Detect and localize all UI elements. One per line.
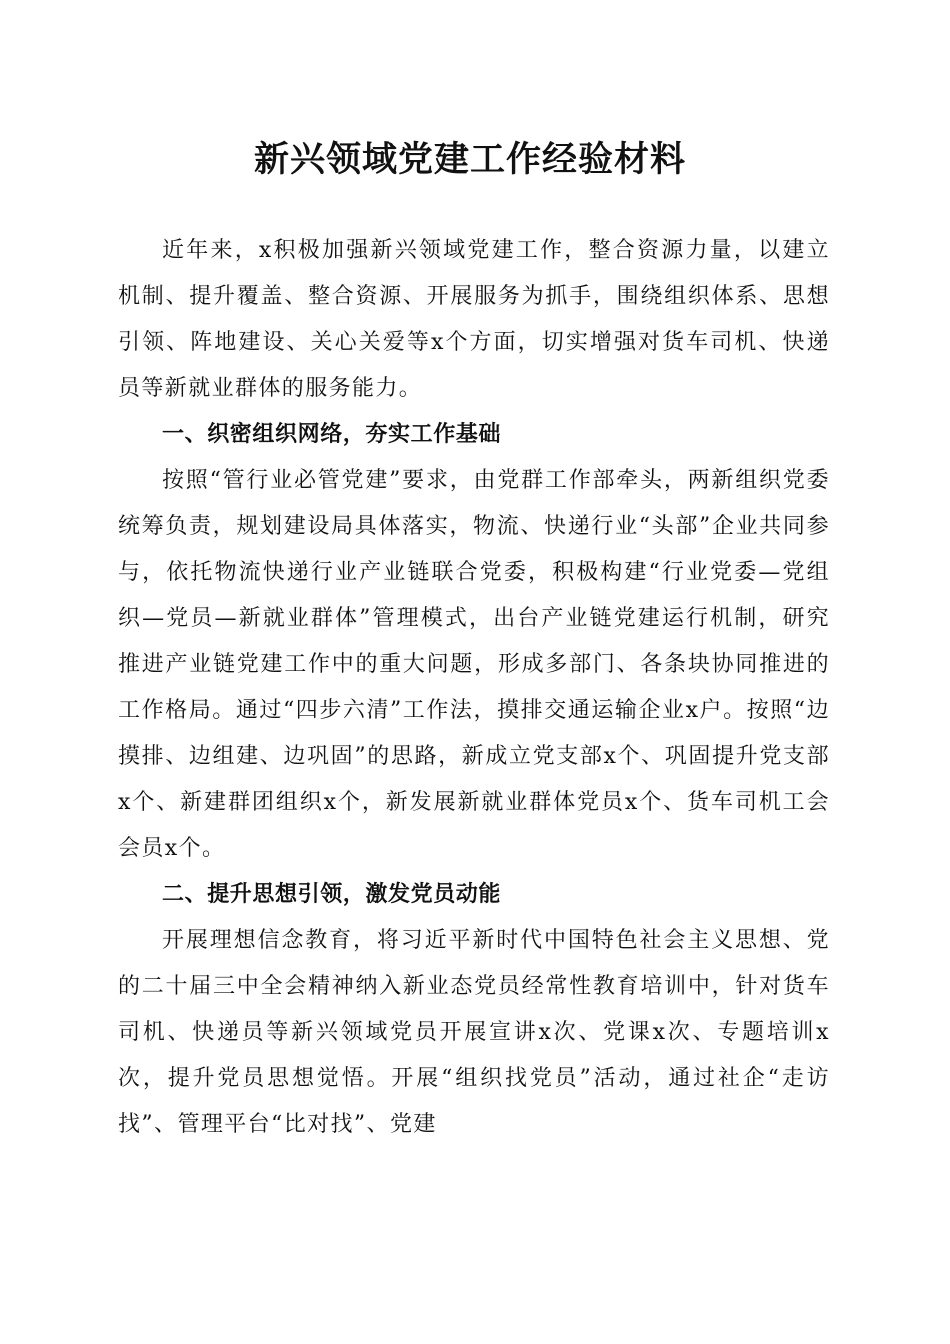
section-1-paragraph: 按照“管行业必管党建”要求，由党群工作部牵头，两新组织党委统筹负责，规划建设局具体落实，物流、快递行业“头部”企业共同参与，依托物流快递行业产业链联合党委，积极构建“行业党委—党组织—党员—新就业群体”管理模式，出台产业链党建运行机制，研究推进产业链党建工作中的重大问题，形成多部门、各条块协同推进的工作格局。通过“四步六清”工作法，摸排交通运输企业x户。按照“边摸排、边组建、边巩固”的思路，新成立党支部x个、巩固提升党支部x个、新建群团组织x个，新发展新就业群体党员x个、货车司机工会会员x个。 — [118, 468, 830, 861]
section-2-heading: 二、提升思想引领，激发党员动能 — [162, 882, 502, 907]
document-title: 新兴领域党建工作经验材料 — [253, 139, 686, 180]
document-body — [118, 228, 830, 1148]
section-2-paragraph: 开展理想信念教育，将习近平新时代中国特色社会主义思想、党的二十届三中全会精神纳入新业态党员经常性教育培训中，针对货车司机、快递员等新兴领域党员开展宣讲x次、党课x次、专题培训x次，提升党员思想觉悟。开展“组织找党员”活动，通过社企“走访找”、管理平台“比对找”、党建 — [118, 928, 830, 1137]
intro-paragraph: 近年来，x积极加强新兴领域党建工作，整合资源力量，以建立机制、提升覆盖、整合资源、开展服务为抓手，围绕组织体系、思想引领、阵地建设、关心关爱等x个方面，切实增强对货车司机、快递员等新就业群体的服务能力。 — [118, 238, 830, 401]
section-1-heading: 一、织密组织网络，夯实工作基础 — [162, 422, 502, 447]
